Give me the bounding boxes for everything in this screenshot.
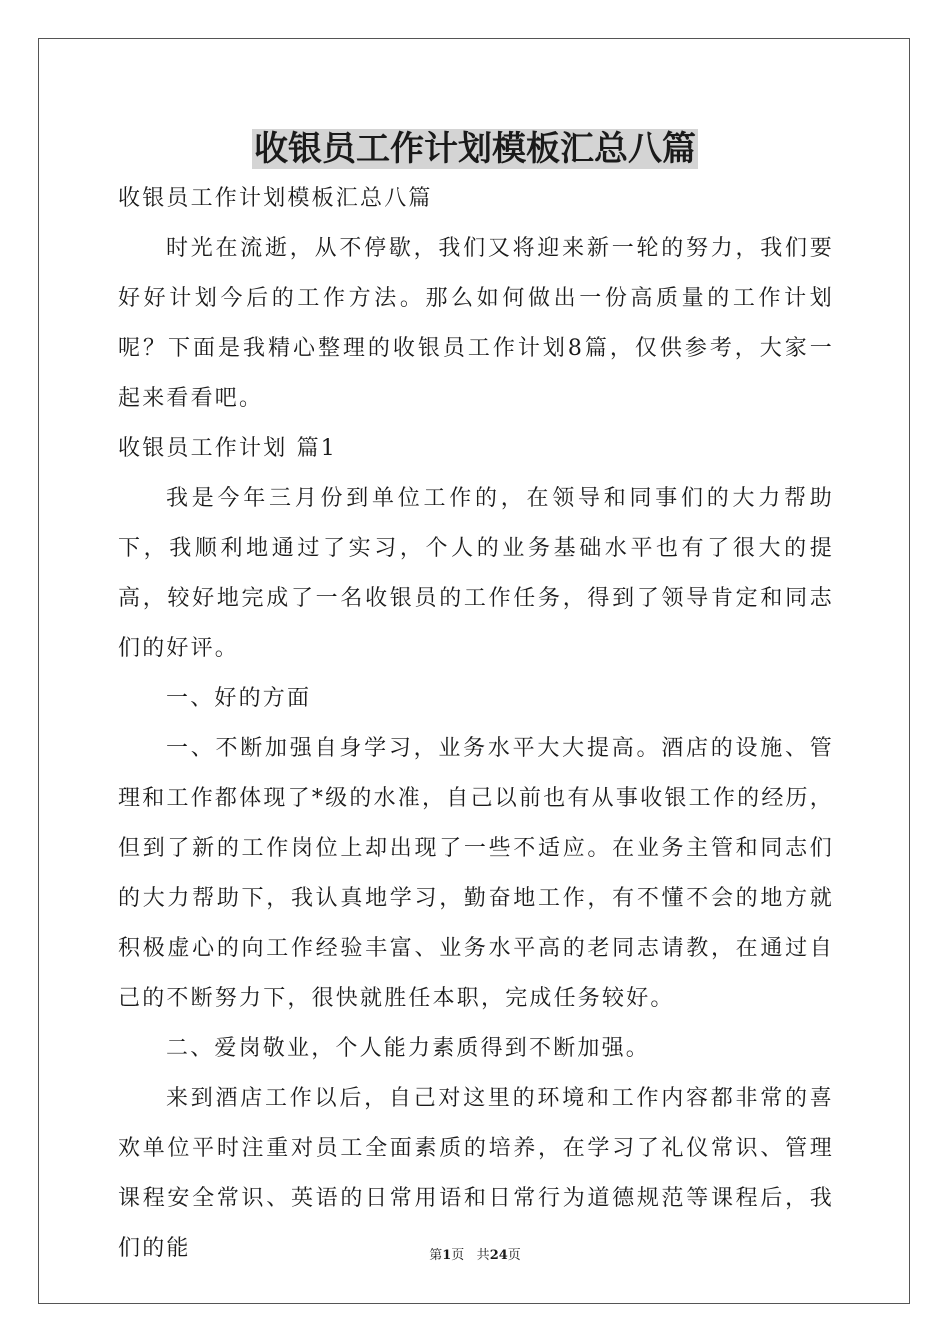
page-footer: [0, 1246, 950, 1266]
body-paragraph: 我是今年三月份到单位工作的，在领导和同事们的大力帮助下，我顺利地通过了实习，个人的业务基础水平也有了很大的提高，较好地完成了一名收银员的工作任务，得到了领导肯定和同志们的好评。: [118, 486, 834, 661]
page-suffix: 页: [451, 1248, 465, 1263]
total-prefix: 共: [476, 1248, 490, 1263]
body-paragraph: 收银员工作计划 篇1: [118, 436, 337, 461]
body-paragraph: 来到酒店工作以后，自己对这里的环境和工作内容都非常的喜欢单位平时注重对员工全面素质的培养，在学习了礼仪常识、管理课程安全常识、英语的日常用语和日常行为道德规范等课程后，我们的能: [118, 1086, 834, 1261]
document-title-text: 收银员工作计划模板汇总八篇: [254, 129, 696, 169]
page-prefix: 第: [429, 1248, 443, 1263]
document-body: [118, 174, 834, 1274]
total-suffix: 页: [507, 1248, 521, 1263]
body-paragraph: 一、不断加强自身学习，业务水平大大提高。酒店的设施、管理和工作都体现了*级的水准，自己以前也有从事收银工作的经历，但到了新的工作岗位上却出现了一些不适应。在业务主管和同志们的大力帮助下，我认真地学习，勤奋地工作，有不懂不会的地方就积极虚心的向工作经验丰富、业务水平高的老同志请教，在通过自己的不断努力下，很快就胜任本职，完成任务较好。: [118, 736, 834, 1011]
document-title: [0, 126, 950, 172]
total-pages: 24: [489, 1248, 508, 1263]
body-paragraph: 时光在流逝，从不停歇，我们又将迎来新一轮的努力，我们要好好计划今后的工作方法。那么如何做出一份高质量的工作计划呢？下面是我精心整理的收银员工作计划8篇，仅供参考，大家一起来看看吧。: [118, 236, 834, 411]
body-paragraph: 一、好的方面: [166, 686, 312, 711]
body-paragraph: 二、爱岗敬业，个人能力素质得到不断加强。: [166, 1036, 651, 1061]
body-paragraph: 收银员工作计划模板汇总八篇: [118, 186, 433, 211]
page-number: 1: [442, 1248, 452, 1263]
